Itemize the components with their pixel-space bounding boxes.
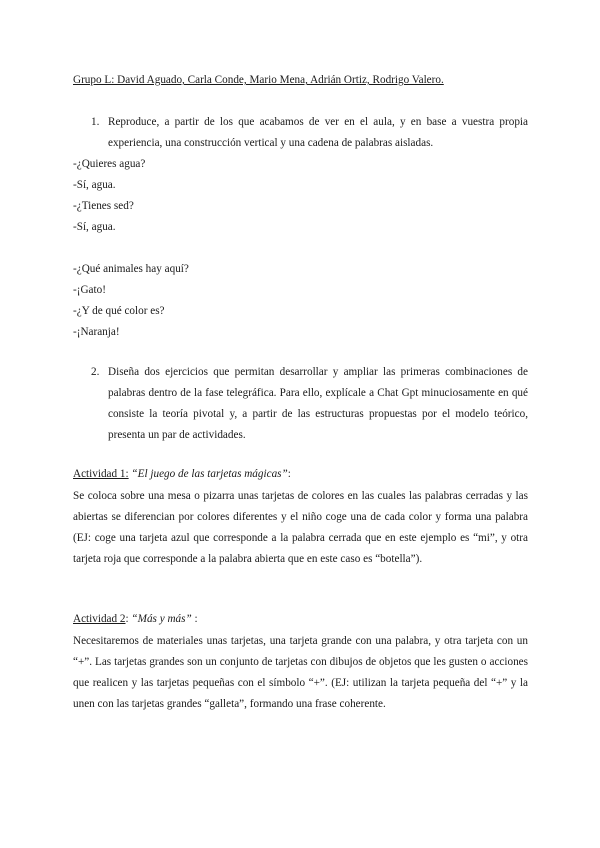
question-1-text: Reproduce, a partir de los que acabamos de ver en el aula, y en base a vuestra propia experiencia, una construcción vertical y una cadena de palabras aisladas. xyxy=(108,116,528,149)
activity-1-suffix: : xyxy=(287,468,291,480)
dialogue-2-line: -¿Y de qué color es? xyxy=(73,305,165,317)
dialogue-2-line: -¿Qué animales hay aquí? xyxy=(73,263,189,275)
group-title: Grupo L: David Aguado, Carla Conde, Mario Mena, Adrián Ortiz, Rodrigo Valero. xyxy=(73,74,444,86)
activity-1-body: Se coloca sobre una mesa o pizarra unas tarjetas de colores en las cuales las palabras cerradas y las abiertas se diferencian por colores diferentes y el niño coge una de cada color y forma una palabra (EJ: coge una tarjeta azul que corresponde a la palabra cerrada que en este ejemplo es “mi”, y otra tarjeta roja que corresponde a la palabra abierta que en este caso es “botella”). xyxy=(73,490,528,565)
dialogue-2-line: -¡Naranja! xyxy=(73,326,120,338)
activity-1-name: “El juego de las tarjetas mágicas” xyxy=(131,468,288,480)
activity-2-label: Actividad 2 xyxy=(73,613,126,625)
activity-1-heading xyxy=(73,467,291,482)
activity-2-suffix: : xyxy=(191,613,198,625)
dialogue-1-line: -Sí, agua. xyxy=(73,221,116,233)
activity-2-heading xyxy=(73,612,198,627)
dialogue-1-line: -¿Tienes sed? xyxy=(73,200,134,212)
activity-2-sep: : xyxy=(125,613,132,625)
activity-2-body: Necesitaremos de materiales unas tarjetas, una tarjeta grande con una palabra, y otra tarjeta con un “+”. Las tarjetas grandes son un conjunto de tarjetas con dibujos de objetos que les gusten o acciones que realicen y las tarjetas pequeñas con el símbolo “+”. (EJ: utilizan la tarjeta pequeña del “+” y la unen con las tarjetas grandes “galleta”, formando una frase coherente. xyxy=(73,635,528,710)
dialogue-1-line: -¿Quieres agua? xyxy=(73,158,146,170)
activity-1-label: Actividad 1: xyxy=(73,468,129,480)
dialogue-2-line: -¡Gato! xyxy=(73,284,106,296)
dialogue-1-line: -Sí, agua. xyxy=(73,179,116,191)
question-2-number: 2. xyxy=(91,366,100,378)
question-1-number: 1. xyxy=(91,116,100,128)
activity-2-name: “Más y más” xyxy=(131,613,192,625)
question-2-text: Diseña dos ejercicios que permitan desarrollar y ampliar las primeras combinaciones de palabras dentro de la fase telegráfica. Para ello, explícale a Chat Gpt minuciosamente en qué consiste la teoría pivotal y, a partir de las estructuras propuestas por el modelo teórico, presenta un par de actividades. xyxy=(108,366,528,441)
